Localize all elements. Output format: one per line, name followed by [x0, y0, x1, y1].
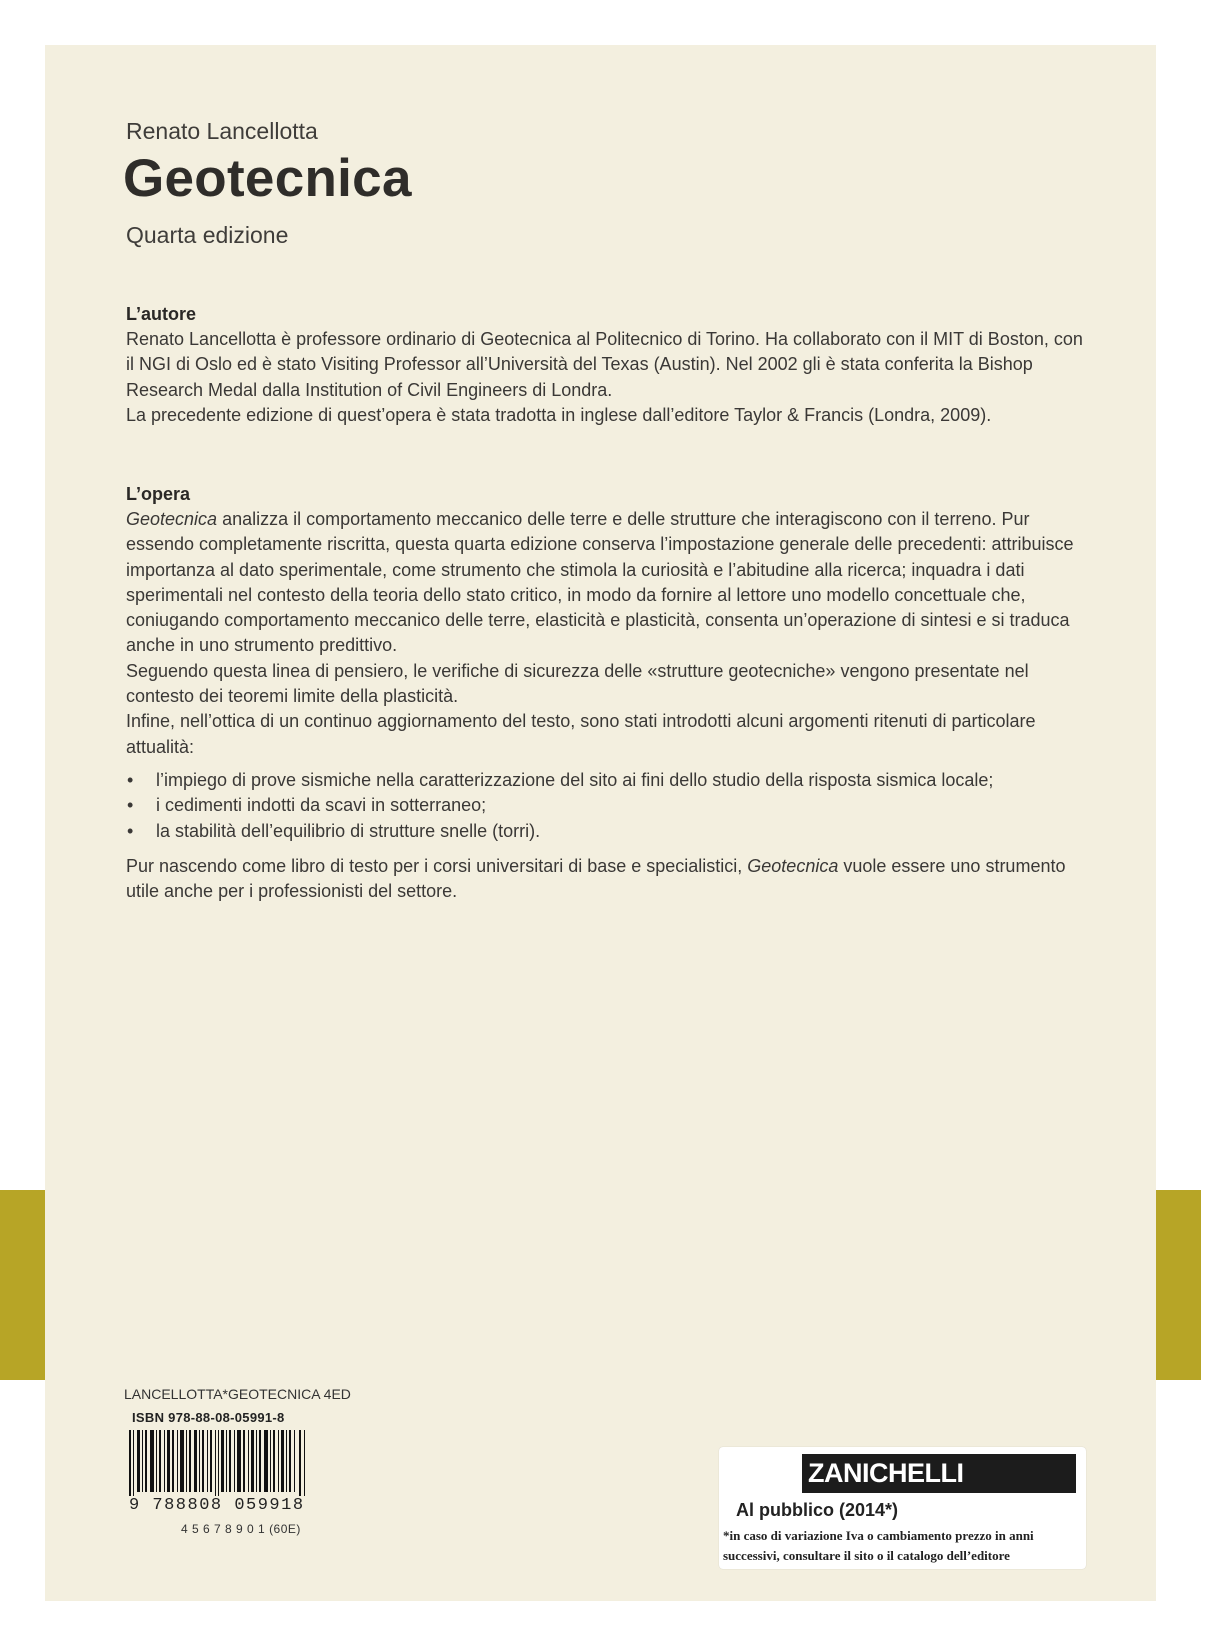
- olive-stripe-left: [0, 1190, 45, 1380]
- catalog-label: LANCELLOTTA*GEOTECNICA 4ED: [124, 1386, 351, 1402]
- barcode-image: [129, 1430, 309, 1496]
- book-author: Renato Lancellotta: [126, 118, 318, 144]
- section-heading-opera: L’opera: [126, 484, 191, 504]
- section-heading-autore: L’autore: [126, 304, 197, 324]
- autore-paragraph: Renato Lancellotta è professore ordinario di Geotecnica al Politecnico di Torino. Ha collaborato con il MIT di Boston, con il NGI di Oslo ed è stato Visiting Professor all’Università del Texas (Austin). Nel 2002 gli è stata conferita la Bishop Research Medal dalla Institution of Civil Engineers di Londra.: [126, 329, 1083, 400]
- isbn-label: ISBN 978-88-08-05991-8: [132, 1410, 285, 1425]
- topic-list: [126, 768, 1086, 844]
- book-title: Geotecnica: [123, 149, 412, 208]
- book-edition: Quarta edizione: [126, 222, 289, 248]
- section-opera: [126, 482, 1086, 904]
- publisher-logo: ZANICHELLI: [802, 1454, 1076, 1493]
- internal-code: 4 5 6 7 8 9 0 1 (60E): [181, 1522, 301, 1536]
- list-item: • l’impiego di prove sismiche nella caratterizzazione del sito ai fini dello studio della risposta sismica locale;: [126, 768, 1086, 793]
- closing-text-end: vuole essere uno strumento utile anche per i professionisti del settore.: [126, 855, 1066, 902]
- section-autore: [126, 302, 1086, 428]
- list-item: • la stabilità dell’equilibrio di strutture snelle (torri).: [126, 819, 1086, 844]
- opera-intro: [126, 507, 1086, 659]
- opera-intro-text: analizza il comportamento meccanico delle terre e delle strutture che interagiscono con il terreno. Pur essendo completamente riscritta, questa quarta edizione conserva l’impostazione generale delle precedenti: attribuisce importanza al dato sperimentale, come strumento che stimola la curiosità e l’abitudine alla ricerca; inquadra i dati sperimentali nel contesto della teoria dello stato critico, in modo da fornire al lettore uno modello concettuale che, coniugando comportamento meccanico delle terre, elasticità e plasticità, consenta un’operazione di sintesi e si traduca anche in uno strumento predittivo.: [126, 509, 1074, 656]
- opera-paragraph-3: Infine, nell’ottica di un continuo aggiornamento del testo, sono stati introdotti alcuni argomenti ritenuti di particolare attualità:: [126, 711, 1036, 757]
- barcode-digits: 9 788808 059918: [129, 1496, 305, 1515]
- opera-intro-title: Geotecnica: [126, 509, 218, 529]
- price-note: *in caso di variazione Iva o cambiamento prezzo in anni successivi, consultare il sito o il catalogo dell’editore: [723, 1528, 1034, 1563]
- price-label: Al pubblico (2014*): [736, 1500, 899, 1520]
- olive-stripe-right: [1156, 1190, 1201, 1380]
- closing-title: Geotecnica: [747, 855, 839, 876]
- list-item: • i cedimenti indotti da scavi in sotterraneo;: [126, 793, 1086, 818]
- opera-closing: [126, 854, 1086, 905]
- closing-text-start: Pur nascendo come libro di testo per i corsi universitari di base e specialistici,: [126, 855, 748, 876]
- autore-paragraph-2: La precedente edizione di quest’opera è stata tradotta in inglese dall’editore Taylor & Francis (Londra, 2009).: [126, 404, 992, 425]
- opera-paragraph-2: Seguendo questa linea di pensiero, le verifiche di sicurezza delle «strutture geotecniche» vengono presentate nel contesto dei teoremi limite della plasticità.: [126, 660, 1029, 707]
